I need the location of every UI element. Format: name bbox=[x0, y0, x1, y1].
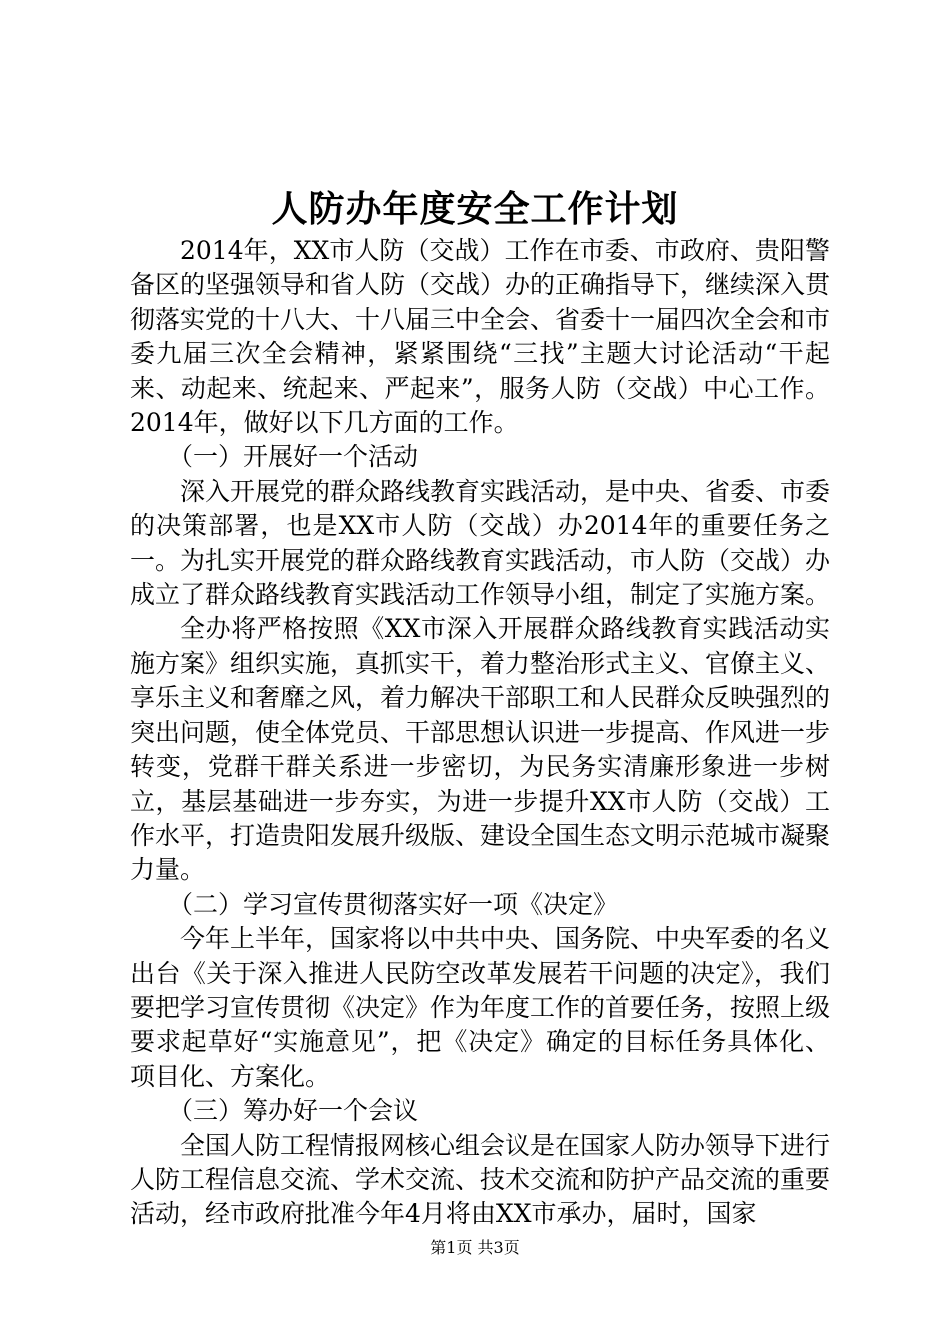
body-paragraph: 深入开展党的群众路线教育实践活动，是中央、省委、市委的决策部署，也是XX市人防（交战）办2014年的重要任务之一。为扎实开展党的群众路线教育实践活动，市人防（交战）办成立了群众路线教育实践活动工作领导小组，制定了实施方案。 bbox=[130, 476, 831, 610]
body-paragraph: 2014年，XX市人防（交战）工作在市委、市政府、贵阳警备区的坚强领导和省人防（交战）办的正确指导下，继续深入贯彻落实党的十八大、十八届三中全会、省委十一届四次全会和市委九届三次全会精神，紧紧围绕“三找”主题大讨论活动“干起来、动起来、统起来、严起来”，服务人防（交战）中心工作。2014年，做好以下几方面的工作。 bbox=[130, 236, 831, 438]
section-heading: （一）开展好一个活动 bbox=[168, 442, 419, 472]
document-body bbox=[130, 234, 830, 1232]
page-footer: 第1页 共3页 bbox=[430, 1238, 520, 1257]
body-paragraph: 全国人防工程情报网核心组会议是在国家人防办领导下进行人防工程信息交流、学术交流、技术交流和防护产品交流的重要活动，经市政府批准今年4月将由XX市承办，届时，国家 bbox=[130, 1130, 831, 1229]
section-heading: （三）筹办好一个会议 bbox=[168, 1096, 419, 1126]
section-heading: （二）学习宣传贯彻落实好一项《决定》 bbox=[168, 889, 619, 919]
body-paragraph: 今年上半年，国家将以中共中央、国务院、中央军委的名义出台《关于深入推进人民防空改革发展若干问题的决定》，我们要把学习宣传贯彻《决定》作为年度工作的首要任务，按照上级要求起草好“实施意见”，把《决定》确定的目标任务具体化、项目化、方案化。 bbox=[130, 924, 831, 1091]
document-title: 人防办年度安全工作计划 bbox=[271, 189, 679, 230]
body-paragraph: 全办将严格按照《XX市深入开展群众路线教育实践活动实施方案》组织实施，真抓实干，着力整治形式主义、官僚主义、享乐主义和奢靡之风，着力解决干部职工和人民群众反映强烈的突出问题，使全体党员、干部思想认识进一步提高、作风进一步转变，党群干群关系进一步密切，为民务实清廉形象进一步树立，基层基础进一步夯实，为进一步提升XX市人防（交战）工作水平，打造贵阳发展升级版、建设全国生态文明示范城市凝聚力量。 bbox=[130, 614, 831, 885]
